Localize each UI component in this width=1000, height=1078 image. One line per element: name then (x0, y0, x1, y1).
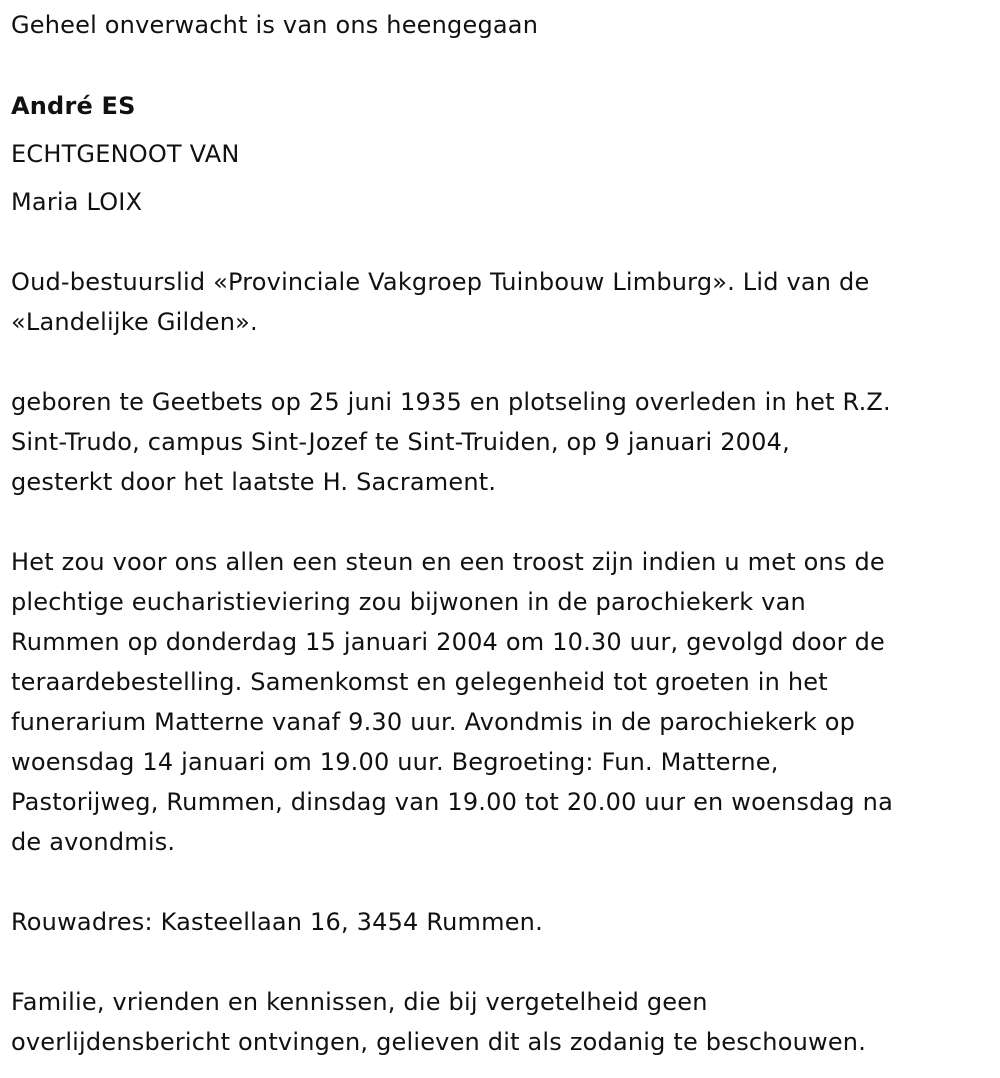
birth-death-line: gesterkt door het laatste H. Sacrament. (11, 468, 497, 496)
membership-line: Oud-bestuurslid «Provinciale Vakgroep Tuinbouw Limburg». Lid van de (11, 268, 870, 296)
mourning-address: Rouwadres: Kasteellaan 16, 3454 Rummen. (11, 908, 543, 936)
ceremony-line: funerarium Matterne vanaf 9.30 uur. Avondmis in de parochiekerk op (11, 708, 856, 736)
ceremony-line: plechtige eucharistieviering zou bijwonen in de parochiekerk van (11, 588, 806, 616)
ceremony-line: Het zou voor ons allen een steun en een troost zijn indien u met ons de (11, 548, 885, 576)
ceremony-line: woensdag 14 januari om 19.00 uur. Begroeting: Fun. Matterne, (11, 748, 779, 776)
ceremony-paragraph (11, 542, 986, 862)
relation-label: ECHTGENOOT VAN (11, 140, 240, 168)
intro-text: Geheel onverwacht is van ons heengegaan (11, 11, 539, 39)
birth-death-paragraph (11, 382, 986, 502)
closing-paragraph (11, 982, 986, 1062)
ceremony-line: Pastorijweg, Rummen, dinsdag van 19.00 tot 20.00 uur en woensdag na (11, 788, 894, 816)
ceremony-line: Rummen op donderdag 15 januari 2004 om 10.30 uur, gevolgd door de (11, 628, 885, 656)
birth-death-line: Sint-Trudo, campus Sint-Jozef te Sint-Truiden, op 9 januari 2004, (11, 428, 790, 456)
ceremony-line: teraardebestelling. Samenkomst en gelegenheid tot groeten in het (11, 668, 828, 696)
membership-line: «Landelijke Gilden». (11, 308, 258, 336)
closing-line: Familie, vrienden en kennissen, die bij vergetelheid geen (11, 988, 708, 1016)
spouse-name: Maria LOIX (11, 188, 143, 216)
ceremony-line: de avondmis. (11, 828, 176, 856)
membership-paragraph (11, 262, 986, 342)
closing-line: overlijdensbericht ontvingen, gelieven dit als zodanig te beschouwen. (11, 1028, 867, 1056)
deceased-name: André ES (11, 92, 136, 120)
birth-death-line: geboren te Geetbets op 25 juni 1935 en plotseling overleden in het R.Z. (11, 388, 891, 416)
